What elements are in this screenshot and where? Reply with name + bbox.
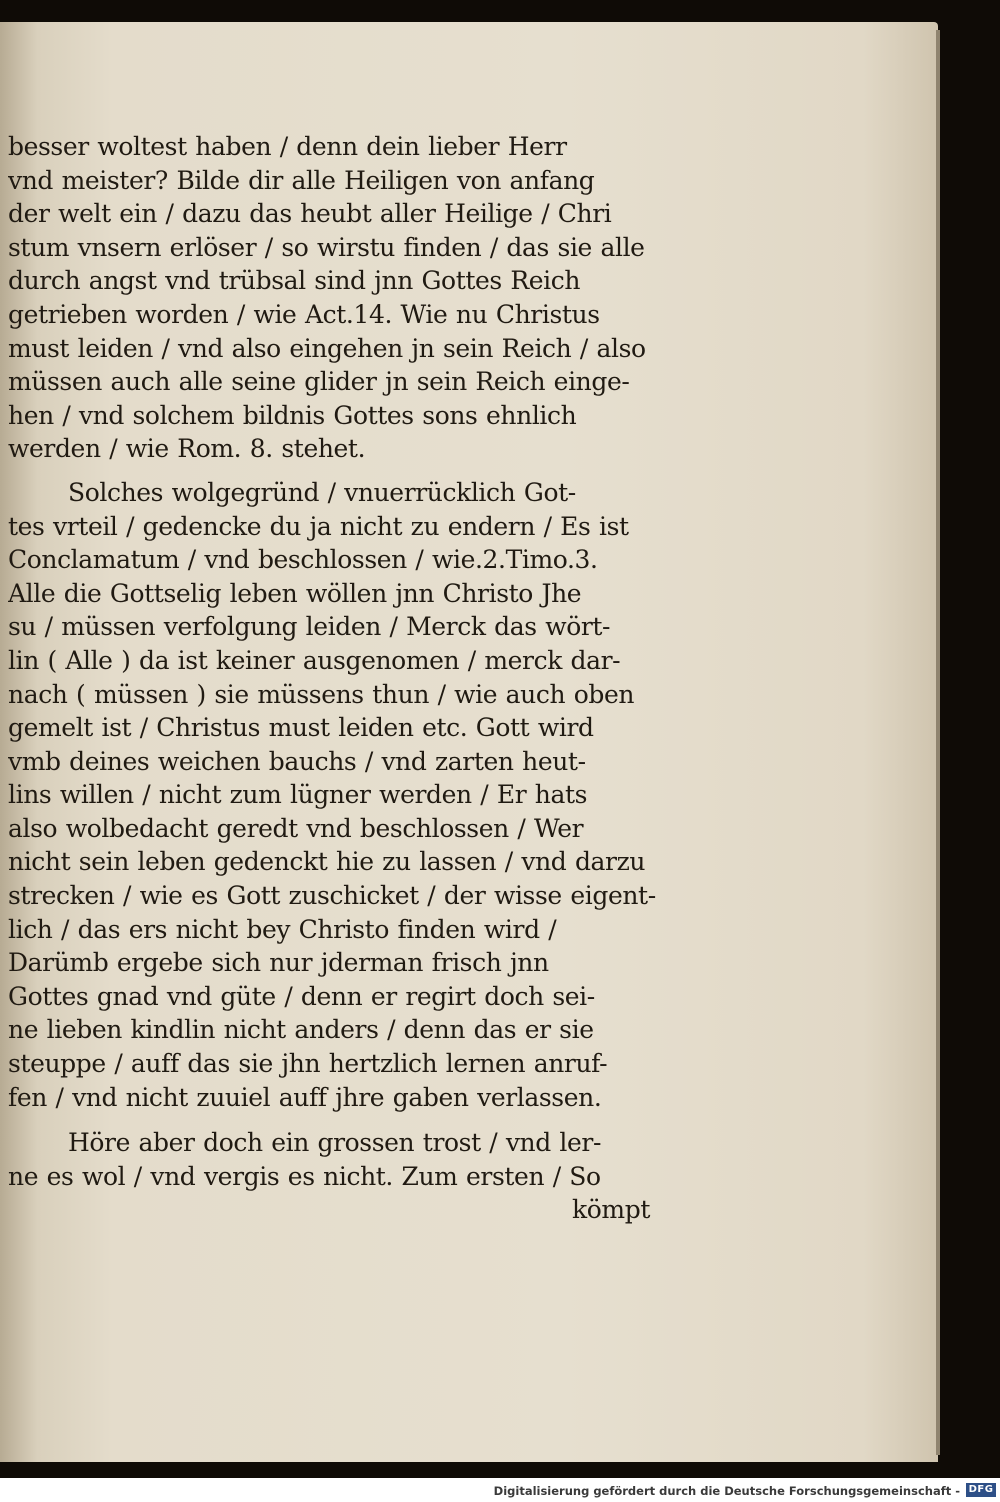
- text-line: der welt ein / dazu das heubt aller Heilige / Chri: [8, 199, 612, 229]
- text-line: hen / vnd solchem bildnis Gottes sons ehnlich: [8, 400, 577, 430]
- text-line: besser woltest haben / denn dein lieber Herr: [8, 132, 567, 161]
- text-line: vmb deines weichen bauchs / vnd zarten heut-: [8, 746, 586, 776]
- footer-bar: [0, 1478, 1000, 1502]
- text-line: Alle die Gottselig leben wöllen jnn Christo Jhe: [8, 578, 582, 608]
- text-line: werden / wie Rom. 8. stehet.: [8, 434, 366, 464]
- text-line: stum vnsern erlöser / so wirstu finden / das sie alle: [8, 232, 645, 262]
- text-line: su / müssen verfolgung leiden / Merck das wört-: [8, 612, 611, 642]
- text-line: nach ( müssen ) sie müssens thun / wie auch oben: [8, 679, 635, 709]
- catchword: kömpt: [572, 1195, 650, 1225]
- text-line: lich / das ers nicht bey Christo finden wird /: [8, 914, 557, 944]
- text-line: lin ( Alle ) da ist keiner ausgenomen / merck dar-: [8, 645, 621, 675]
- text-line: tes vrteil / gedencke du ja nicht zu endern / Es ist: [8, 511, 629, 541]
- paragraph-gap: [8, 1114, 658, 1126]
- page-text: [8, 130, 658, 1227]
- text-line: ne es wol / vnd vergis es nicht. Zum ersten / So: [8, 1161, 601, 1191]
- text-line: strecken / wie es Gott zuschicket / der wisse eigent-: [8, 881, 656, 911]
- text-line: Höre aber doch ein grossen trost / vnd ler-: [68, 1128, 601, 1158]
- page-edge: [936, 30, 940, 1455]
- text-line: gemelt ist / Christus must leiden etc. Gott wird: [8, 713, 594, 743]
- text-line: also wolbedacht geredt vnd beschlossen / Wer: [8, 813, 584, 843]
- dfg-logo: DFG: [966, 1483, 996, 1497]
- text-line: Gottes gnad vnd güte / denn er regirt doch sei-: [8, 981, 595, 1011]
- text-line: getrieben worden / wie Act.14. Wie nu Christus: [8, 299, 600, 329]
- text-line: fen / vnd nicht zuuiel auff jhre gaben verlassen.: [8, 1082, 602, 1112]
- text-line: steuppe / auff das sie jhn hertzlich lernen anruf-: [8, 1049, 608, 1079]
- text-line: vnd meister? Bilde dir alle Heiligen von anfang: [8, 165, 595, 195]
- text-line: must leiden / vnd also eingehen jn sein Reich / also: [8, 333, 646, 363]
- text-line: Conclamatum / vnd beschlossen / wie.2.Timo.3.: [8, 545, 598, 575]
- text-line: müssen auch alle seine glider jn sein Reich einge-: [8, 367, 630, 397]
- text-line: Solches wolgegründ / vnuerrücklich Got-: [68, 477, 576, 507]
- text-line: lins willen / nicht zum lügner werden / Er hats: [8, 780, 588, 810]
- text-line: nicht sein leben gedenckt hie zu lassen / vnd darzu: [8, 847, 646, 877]
- paragraph-gap: [8, 466, 658, 476]
- text-line: ne lieben kindlin nicht anders / denn das er sie: [8, 1015, 594, 1045]
- text-line: Darümb ergebe sich nur jderman frisch jnn: [8, 948, 549, 978]
- text-line: durch angst vnd trübsal sind jnn Gottes Reich: [8, 266, 581, 296]
- funding-credit: Digitalisierung gefördert durch die Deutsche Forschungsgemeinschaft -: [493, 1484, 960, 1498]
